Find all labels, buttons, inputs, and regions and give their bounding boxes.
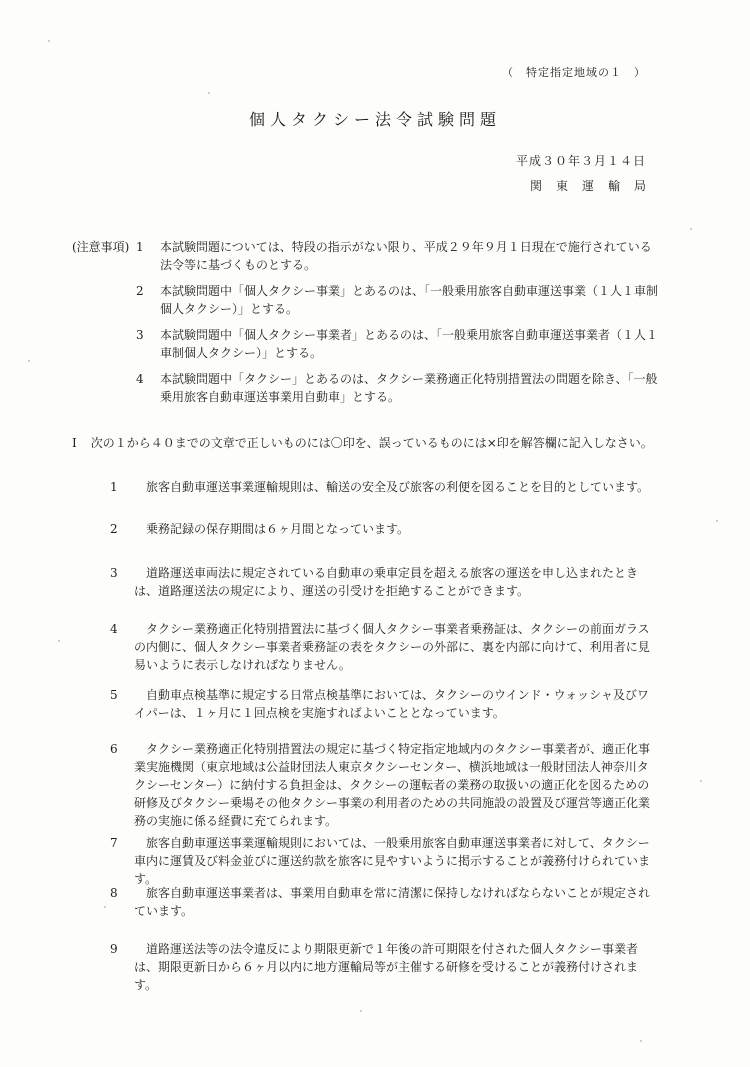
scan-speck	[48, 40, 50, 42]
question-number: 5	[110, 688, 118, 702]
question-item	[110, 834, 650, 888]
page-title: 個人タクシー法令試験問題	[248, 110, 501, 129]
instruction-text: 次の１から４０までの文章で正しいものには〇印を、誤っているものには×印を解答欄に記入しなさい。	[90, 436, 653, 450]
note-item	[136, 370, 662, 406]
question-number: 8	[110, 886, 118, 900]
question-item	[110, 520, 650, 538]
question-text: 道路運送法等の法令違反により期限更新で１年後の許可期限を付された個人タクシー事業者は、期限更新日から６ヶ月以内に地方運輸局等が主催する研修を受けることが義務付けされます。	[134, 942, 639, 992]
scan-speck	[208, 92, 210, 94]
note-number: 1	[136, 240, 144, 254]
question-item	[110, 940, 650, 994]
exam-date: 平成３０年３月１４日	[515, 154, 646, 168]
question-text: 自動車点検基準に規定する日常点検基準においては、タクシーのウインド・ウォッシャ及びワイパーは、１ヶ月に１回点検を実施すればよいこととなっています。	[134, 688, 649, 720]
question-item	[110, 884, 650, 920]
question-text: 道路運送車両法に規定されている自動車の乗車定員を超える旅客の運送を申し込まれたときは、道路運送法の規定により、運送の引受けを拒絶することができます。	[134, 566, 639, 598]
scan-speck	[690, 228, 692, 230]
note-item	[136, 238, 662, 274]
region-tag: （ 特定指定地域の１ ）	[502, 66, 646, 79]
note-number: 2	[136, 284, 144, 298]
note-item	[136, 282, 662, 318]
notes-heading: (注意事項)	[72, 240, 130, 254]
section-instruction	[72, 434, 672, 451]
scan-speck	[58, 640, 60, 642]
scan-speck	[104, 906, 106, 908]
scan-speck	[28, 360, 30, 362]
issuing-organization: 関東運輸局	[529, 179, 660, 193]
question-item	[110, 620, 650, 674]
scan-speck	[640, 1040, 642, 1042]
question-number: 6	[110, 742, 118, 756]
question-text: 旅客自動車運送事業運輸規則においては、一般乗用旅客自動車運送事業者に対して、タクシー車内に運賃及び料金並びに運送約款を旅客に見やすいように掲示することが義務付けられています。	[134, 836, 651, 886]
note-text: 本試験問題中「タクシー」とあるのは、タクシー業務適正化特別措置法の問題を除き、「一般乗用旅客自動車運送事業用自動車」とする。	[160, 372, 658, 404]
note-item	[136, 326, 662, 362]
question-text: 旅客自動車運送事業者は、事業用自動車を常に清潔に保持しなければならないことが規定されています。	[134, 886, 651, 918]
question-item	[110, 564, 650, 600]
question-number: 1	[110, 480, 118, 494]
note-text: 本試験問題中「個人タクシー事業者」とあるのは、「一般乗用旅客自動車運送事業者（１人１車制個人タクシー）」とする。	[160, 328, 659, 360]
question-number: 3	[110, 566, 118, 580]
scan-speck	[716, 520, 718, 522]
question-item	[110, 686, 650, 722]
question-text: 乗務記録の保存期間は６ヶ月間となっています。	[146, 522, 410, 536]
scan-speck	[700, 780, 702, 782]
note-text: 本試験問題については、特段の指示がない限り、平成２９年９月１日現在で施行されている法令等に基づくものとする。	[160, 240, 652, 272]
question-number: 2	[110, 522, 118, 536]
note-number: 4	[136, 372, 144, 386]
note-text: 本試験問題中「個人タクシー事業」とあるのは、「一般乗用旅客自動車運送事業（１人１車制個人タクシー）」とする。	[160, 284, 659, 316]
question-text: タクシー業務適正化特別措置法に基づく個人タクシー事業者乗務証は、タクシーの前面ガラスの内側に、個人タクシー事業者乗務証の表をタクシーの外部に、裏を内部に向けて、利用者に見易いように表示しなければなりません。	[134, 622, 650, 672]
section-number: Ⅰ	[72, 436, 77, 450]
question-number: 4	[110, 622, 118, 636]
question-item	[110, 740, 650, 830]
question-item	[110, 478, 650, 496]
scan-speck	[360, 1010, 362, 1012]
question-text: 旅客自動車運送事業運輸規則は、輸送の安全及び旅客の利便を図ることを目的としています。	[146, 480, 650, 494]
question-number: 9	[110, 942, 118, 956]
note-number: 3	[136, 328, 144, 342]
question-text: タクシー業務適正化特別措置法の規定に基づく特定指定地域内のタクシー事業者が、適正化事業実施機関（東京地域は公益財団法人東京タクシーセンター、横浜地域は一般財団法人神奈川タクシーセンター）に納付する負担金は、タクシーの運転者の業務の取扱いの適正化を図るための研修及びタクシー乗場その他タクシー事業の利用者のための共同施設の設置及び運営等適正化業務の実施に係る経費に充てられます。	[134, 742, 651, 828]
question-number: 7	[110, 836, 118, 850]
